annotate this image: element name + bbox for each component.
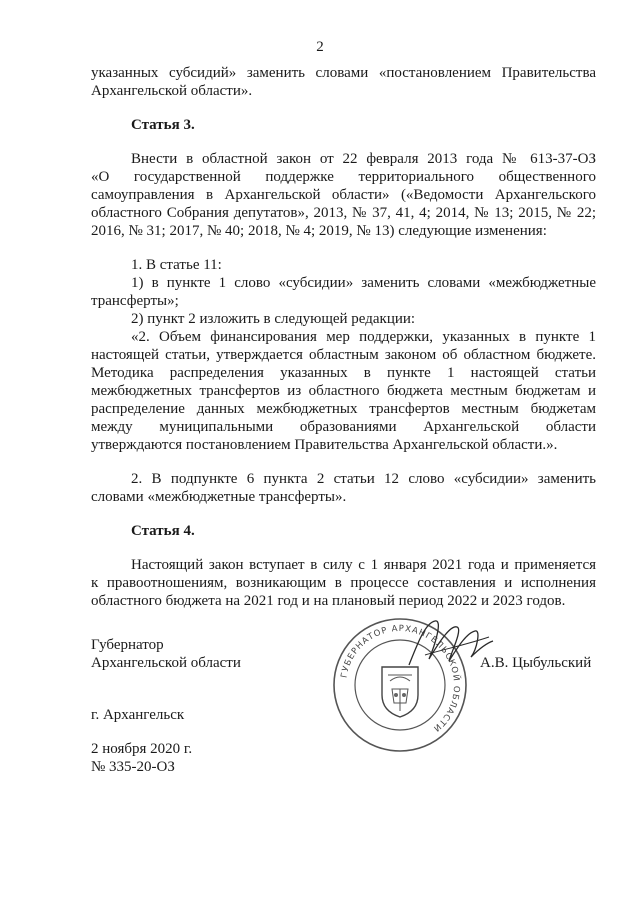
article-3-para-line-3: самоуправления в Архангельской области» («Ведомости Архангельского bbox=[91, 187, 596, 203]
quote-line-1: «2. Объем финансирования мер поддержки, указанных в пункте 1 bbox=[131, 329, 596, 345]
quote-line-7: утверждаются постановлением Правительства Архангельской области.». bbox=[91, 437, 558, 453]
article-3-heading: Статья 3. bbox=[131, 117, 195, 133]
article-3-para-line-4: областного Собрания депутатов», 2013, № 37, 41, 4; 2014, № 13; 2015, № 22; bbox=[91, 205, 596, 221]
article-3-item-1-sub-1-line-2: трансферты»; bbox=[91, 293, 179, 309]
article-4-para-line-1: Настоящий закон вступает в силу с 1 января 2021 года и применяется bbox=[131, 557, 596, 573]
article-3-item-2-line-2: словами «межбюджетные трансферты». bbox=[91, 489, 347, 505]
intro-line-2: Архангельской области». bbox=[91, 83, 253, 99]
article-4-para-line-2: к правоотношениям, возникающим в процессе составления и исполнения bbox=[91, 575, 596, 591]
place: г. Архангельск bbox=[91, 707, 185, 723]
law-number: № 335-20-ОЗ bbox=[91, 759, 175, 775]
article-4-para-line-3: областного бюджета на 2021 год и на плановый период 2022 и 2023 годов. bbox=[91, 593, 566, 609]
quote-line-3: Методика распределения указанных в пункте 1 настоящей статьи bbox=[91, 365, 596, 381]
article-3-item-1-sub-1-line-1: 1) в пункте 1 слово «субсидии» заменить словами «межбюджетные bbox=[131, 275, 596, 291]
article-3-para-line-2: «О государственной поддержке территориального общественного bbox=[91, 169, 596, 185]
article-4-heading: Статья 4. bbox=[131, 523, 195, 539]
page-number: 2 bbox=[316, 39, 324, 55]
quote-line-6: между муниципальными образованиями Архангельской области bbox=[91, 419, 596, 435]
quote-line-4: межбюджетных трансфертов из областного бюджета местным бюджетам и bbox=[91, 383, 596, 399]
article-3-para-line-5: 2016, № 31; 2017, № 40; 2018, № 4; 2019, № 13) следующие изменения: bbox=[91, 223, 547, 239]
article-3-para-line-1: Внести в областной закон от 22 февраля 2013 года № 613-37-ОЗ bbox=[131, 151, 596, 167]
handwritten-signature bbox=[405, 615, 495, 673]
signatory-name: А.В. Цыбульский bbox=[480, 655, 592, 671]
intro-line-1: указанных субсидий» заменить словами «постановлением Правительства bbox=[91, 65, 596, 81]
article-3-item-2-line-1: 2. В подпункте 6 пункта 2 статьи 12 слово «субсидии» заменить bbox=[131, 471, 596, 487]
signatory-position-line-2: Архангельской области bbox=[91, 655, 241, 671]
article-3-item-1-sub-2: 2) пункт 2 изложить в следующей редакции: bbox=[131, 311, 416, 327]
quote-line-5: распределение данных межбюджетных трансфертов местным бюджетам bbox=[91, 401, 596, 417]
article-3-item-1-title: 1. В статье 11: bbox=[131, 257, 222, 273]
law-date: 2 ноября 2020 г. bbox=[91, 741, 193, 757]
signatory-position-line-1: Губернатор bbox=[91, 637, 164, 653]
quote-line-2: настоящей статьи, утверждается областным законом об областном бюджете. bbox=[91, 347, 596, 363]
seal-text: ГУБЕРНАТОР АРХАНГЕЛЬСКОЙ ОБЛАСТИ bbox=[339, 623, 462, 734]
